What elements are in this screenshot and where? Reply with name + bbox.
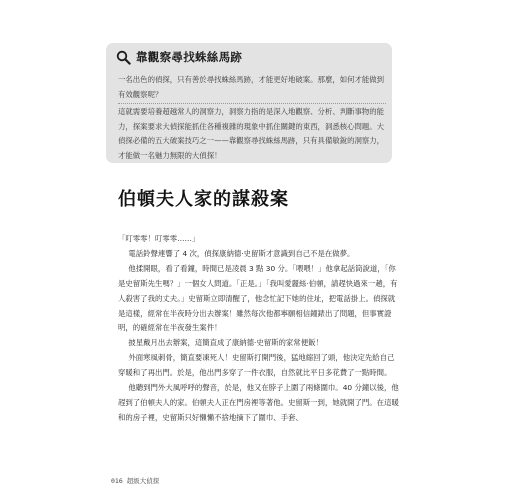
chapter-title: 伯頓夫人家的謀殺案 (118, 189, 289, 210)
sidebar-box-body (118, 73, 386, 164)
story-paragraph: 外面寒風刺骨，簡直要凍死人！史留斯打開門後，猛地縮回了頭，他決定先給自己穿暖和了再出門。於是，他出門多穿了一件衣服，自然就比平日多花費了一點時間。 (118, 353, 395, 378)
story-paragraph: 他揉開眼，看了看鐘，時間已是凌晨 3 點 30 分。「喂喂！」他拿起話筒說道，「你是史留斯先生嗎？」一個女人問道。「正是。」「我叫愛麗絲·伯頓，請趕快過來一趟，有人殺害了我的丈夫。」史留斯立即清醒了，他念忙記下她的住址，把電話掛上。偵探就是這樣，經常在半夜時分出去辦案！雖然每次他都寧願相信鐘錶出了問題，但事實證明，的確經常在半夜發生案件！ (118, 263, 398, 333)
story-paragraph: 披星戴月出去辦案，這簡直成了康納德·史留斯的家常便飯！ (128, 338, 323, 348)
book-title: 超級大偵探 (126, 477, 160, 485)
sidebar-box (106, 43, 392, 163)
divider (118, 103, 386, 104)
story-paragraph: 「叮零零！叮零零……」 (118, 234, 200, 243)
story-body (118, 232, 400, 426)
sidebar-paragraph: 一名出色的偵探，只有善於尋找蛛絲馬跡，才能更好地破案。那麼，如何才能做到有效觀察呢？ (118, 75, 385, 99)
story-paragraph: 電話鈴聲連響了 4 次，偵探康納德·史留斯才意識到自己不是在做夢。 (128, 248, 355, 258)
story-paragraph: 他聽到門外大風呼呼的聲音，於是，他又在脖子上圍了兩條圍巾。40 分鐘以後，他趕到了伯頓夫人的家。伯頓夫人正在門房裡等著他。史留斯一到，她就開了門。在這暖和的房子裡，史留斯只好懶懶不捨地摘下了圍巾、手套、 (118, 383, 399, 422)
page-number: 016 (111, 476, 123, 485)
magnifier-icon (116, 50, 131, 65)
page-footer (111, 476, 159, 485)
sidebar-box-header (116, 49, 242, 65)
sidebar-box-title: 靠觀察尋找蛛絲馬跡 (136, 50, 243, 64)
sidebar-paragraph: 這就需要培養超越常人的洞察力，洞察力指的是深入地觀察、分析、判斷事物的能力，探案要求大偵探能抓住各種複雜的現象中抓住關鍵的東西，洞悉核心問題。大偵探必備的五大破案技巧之一——靠觀察尋找蛛絲馬跡，只有具備敏銳的洞察力，才能做一名魅力無限的大偵探！ (118, 107, 385, 160)
